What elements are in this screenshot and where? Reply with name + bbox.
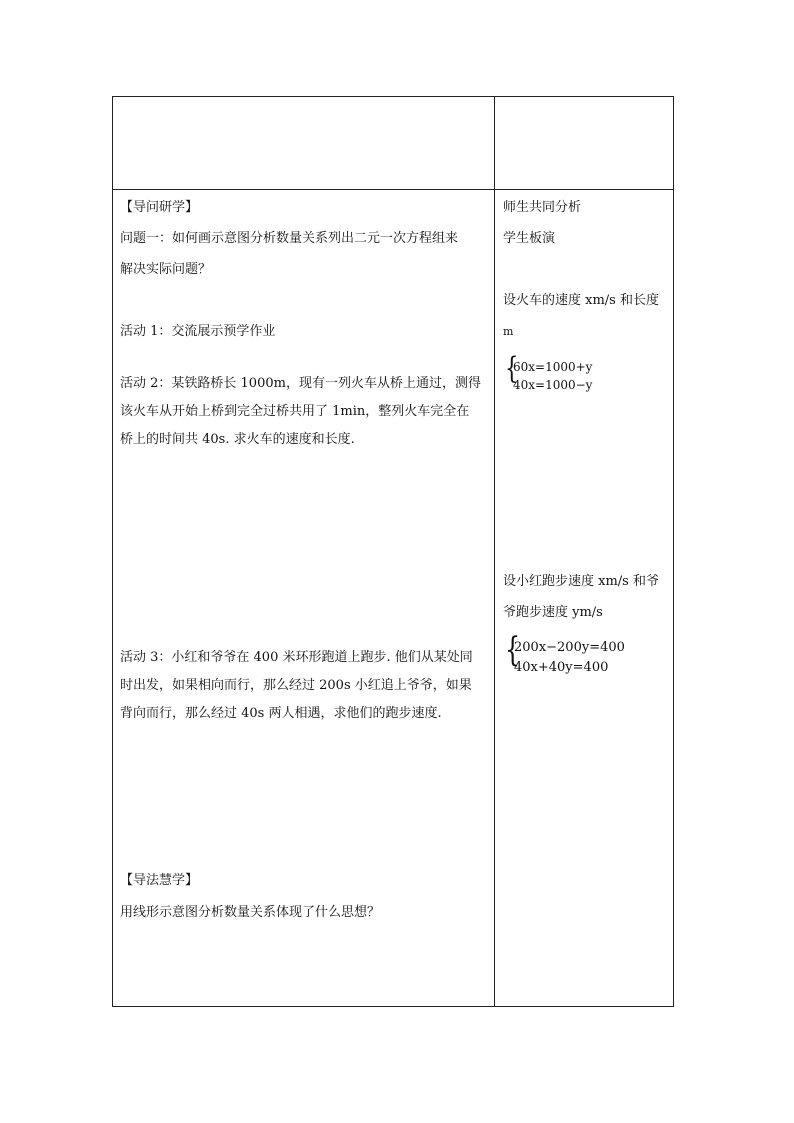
train-setup-line-2: m <box>503 325 514 338</box>
section-title-method-study: 【导法慧学】 <box>120 873 199 888</box>
question-1-line-2: 解决实际问题？ <box>120 262 212 277</box>
activity-2-line-1: 活动 2：某铁路桥长 1000m，现有一列火车从桥上通过，测得 <box>120 376 481 391</box>
train-setup-line-1: 设火车的速度 xm/s 和长度 <box>503 293 659 308</box>
run-setup-line-1: 设小红跑步速度 xm/s 和爷 <box>503 574 659 589</box>
column-divider <box>494 96 495 1007</box>
run-equation-2: 40x+40y=400 <box>514 660 609 675</box>
activity-3-line-1: 活动 3：小红和爷爷在 400 米环形跑道上跑步. 他们从某处同 <box>120 650 473 665</box>
activity-3-line-2: 时出发，如果相向而行，那么经过 200s 小红追上爷爷，如果 <box>120 678 472 693</box>
train-system-brace: { <box>505 351 519 386</box>
run-equation-1: 200x−200y=400 <box>514 640 625 655</box>
question-2: 用线形示意图分析数量关系体现了什么思想？ <box>120 905 381 920</box>
activity-2-line-3: 桥上的时间共 40s. 求火车的速度和长度. <box>120 432 355 447</box>
run-system-brace: { <box>505 630 521 670</box>
note-student-board: 学生板演 <box>503 231 556 246</box>
question-1-line-1: 问题一：如何画示意图分析数量关系列出二元一次方程组来 <box>120 231 459 246</box>
activity-1: 活动 1：交流展示预学作业 <box>120 324 276 339</box>
run-setup-line-2: 爷跑步速度 ym/s <box>503 605 603 620</box>
train-equation-2: 40x=1000−y <box>513 378 593 392</box>
note-joint-analysis: 师生共同分析 <box>503 200 582 215</box>
activity-2-line-2: 该火车从开始上桥到完全过桥共用了 1min，整列火车完全在 <box>120 404 470 419</box>
activity-3-line-3: 背向而行，那么经过 40s 两人相遇，求他们的跑步速度. <box>120 706 442 721</box>
section-title-guided-study: 【导问研学】 <box>120 200 199 215</box>
train-equation-1: 60x=1000+y <box>513 360 593 374</box>
row-divider <box>112 189 674 190</box>
